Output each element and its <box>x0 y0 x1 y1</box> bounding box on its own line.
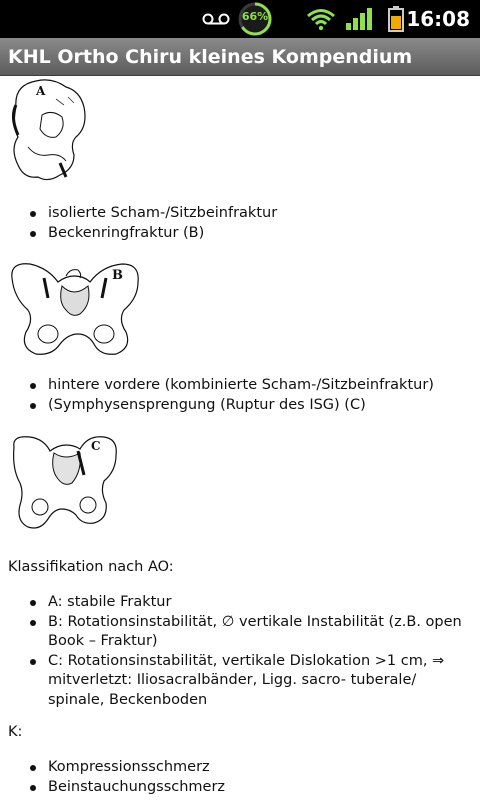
pelvis-figure-b <box>8 258 142 360</box>
list-item: Beckenringfraktur (B) <box>0 224 468 244</box>
list-item: C: Rotationsinstabilität, vertikale Dislokation >1 cm, ⇒ mitverletzt: Iliosacralbänder, Ligg. sacro- tuberale/ spinale, Beckenboden <box>0 652 468 711</box>
list-item: A: stabile Fraktur <box>0 593 468 613</box>
signal-icon <box>343 0 375 38</box>
battery-percent-icon <box>236 0 274 38</box>
clinical-signs-list <box>0 758 468 797</box>
status-bar <box>0 0 480 38</box>
app-title: KHL Ortho Chiru kleines Kompendium <box>8 46 413 68</box>
list-item: isolierte Scham-/Sitzbeinfraktur <box>0 204 468 224</box>
list-item: hintere vordere (kombinierte Scham-/Sitzbeinfraktur) <box>0 376 468 396</box>
fracture-list-b <box>0 376 468 415</box>
figure-a-label: A <box>36 84 46 98</box>
battery-percent-text: 66% <box>241 10 269 23</box>
list-item: Kompressionsschmerz <box>0 758 468 778</box>
list-item: Beinstauchungsschmerz <box>0 778 468 798</box>
wifi-icon <box>304 0 338 38</box>
pelvis-figure-a <box>8 77 92 187</box>
fracture-list-a <box>0 204 468 243</box>
app-title-bar <box>0 38 480 76</box>
list-item: B: Rotationsinstabilität, ∅ vertikale Instabilität (z.B. open Book – Fraktur) <box>0 613 468 652</box>
battery-icon <box>385 0 407 38</box>
ao-classification-heading: Klassifikation nach AO: <box>8 559 174 575</box>
pelvis-figure-c <box>8 431 120 541</box>
clock: 16:08 <box>406 7 470 31</box>
ao-classification-list <box>0 593 468 710</box>
list-item: (Symphysensprengung (Ruptur des ISG) (C) <box>0 396 468 416</box>
voicemail-icon <box>198 0 234 38</box>
clinical-signs-heading: K: <box>8 724 23 740</box>
figure-c-label: C <box>91 439 101 453</box>
figure-b-label: B <box>112 268 123 283</box>
content-area[interactable] <box>0 76 480 800</box>
